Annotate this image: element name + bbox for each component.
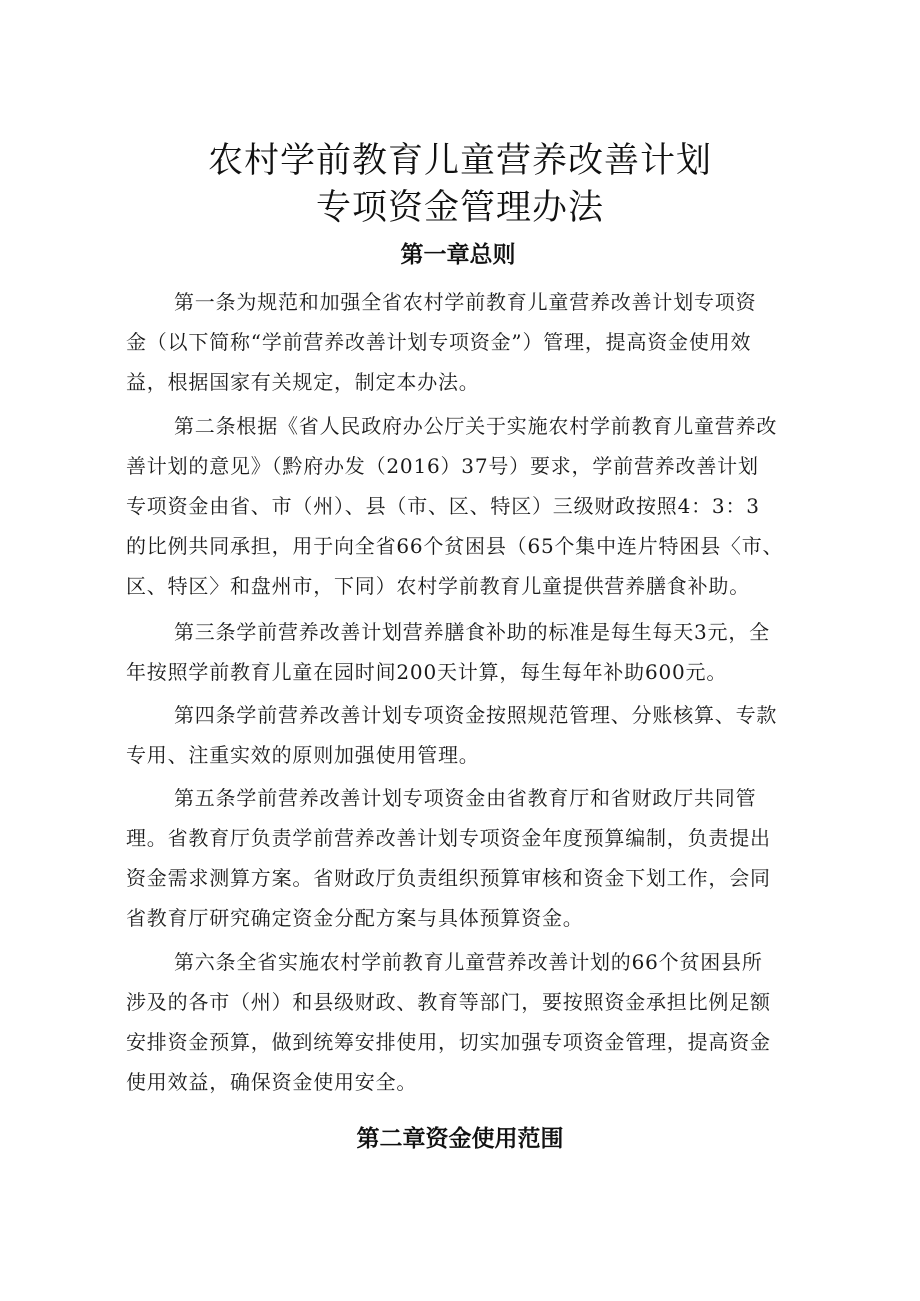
article-2: 第二条根据《省人民政府办公厅关于实施农村学前教育儿童营养改 善计划的意见》（黔府办发（2016）37号）要求，学前营养改善计划 专项资金由省、市（州）、县（市、区、特区）三级财政按照4：3：3 的比例共同承担，用于向全省66个贫困县（65个集中连片特困县〈市、 区、特区〉和盘州市，下同）农村学前教育儿童提供营养膳食补助。 bbox=[126, 414, 784, 598]
article-1: 第一条为规范和加强全省农村学前教育儿童营养改善计划专项资 金（以下简称“学前营养改善计划专项资金”）管理，提高资金使用效 益，根据国家有关规定，制定本办法。 bbox=[126, 290, 757, 394]
document-title-line1: 农村学前教育儿童营养改善计划 bbox=[207, 141, 712, 181]
article-5: 第五条学前营养改善计划专项资金由省教育厅和省财政厅共同管 理。省教育厅负责学前营养改善计划专项资金年度预算编制，负责提出 资金需求测算方案。省财政厅负责组织预算审核和资金下划工作，会同 省教育厅研究确定资金分配方案与具体预算资金。 bbox=[126, 786, 771, 930]
document-title-line2: 专项资金管理办法 bbox=[315, 188, 604, 228]
article-3: 第三条学前营养改善计划营养膳食补助的标准是每生每天3元，全 年按照学前教育儿童在园时间200天计算，每生每年补助600元。 bbox=[126, 620, 770, 684]
chapter-heading-1: 第一章总则 bbox=[400, 242, 516, 268]
article-4: 第四条学前营养改善计划专项资金按照规范管理、分账核算、专款 专用、注重实效的原则加强使用管理。 bbox=[126, 703, 778, 767]
chapter-heading-2: 第二章资金使用范围 bbox=[356, 1126, 564, 1152]
article-6: 第六条全省实施农村学前教育儿童营养改善计划的66个贫困县所 涉及的各市（州）和县级财政、教育等部门，要按照资金承担比例足额 安排资金预算，做到统筹安排使用，切实加强专项资金管理，提高资金 使用效益，确保资金使用安全。 bbox=[126, 950, 771, 1094]
